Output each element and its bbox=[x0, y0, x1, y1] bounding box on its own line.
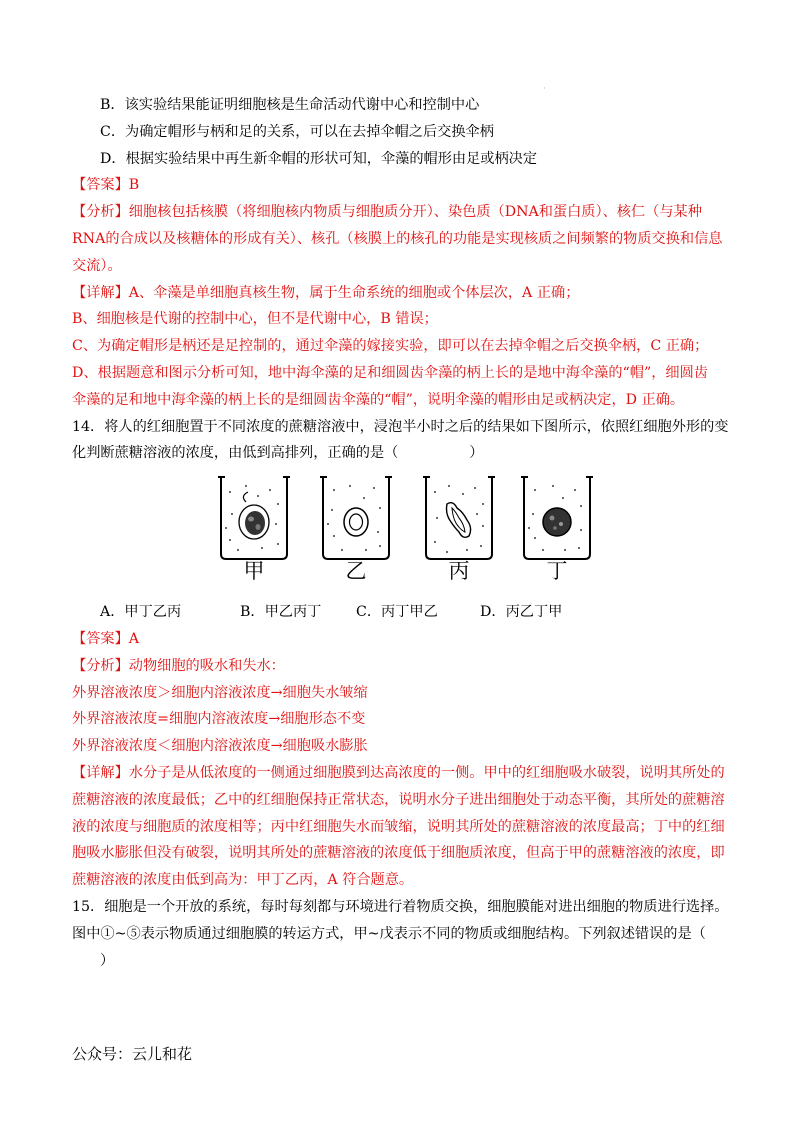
q15-stem: ） bbox=[100, 952, 115, 969]
label-jia: 甲 bbox=[243, 559, 265, 584]
q14-option-d: D．丙乙丁甲 bbox=[480, 604, 563, 621]
q14-stem: 14．将人的红细胞置于不同浓度的蔗糖溶液中，浸泡半小时之后的结果如下图所示，依照红细胞外形的变 bbox=[72, 418, 729, 435]
q13-detail-line: 【详解】A、伞藻是单细胞真核生物，属于生命系统的细胞或个体层次，A 正确； bbox=[72, 284, 580, 301]
q14-option-c: C．丙丁甲乙 bbox=[356, 604, 438, 621]
q13-option-c: C．为确定帽形与柄和足的关系，可以在去掉伞帽之后交换伞柄 bbox=[100, 123, 494, 140]
q13-detail-line: 伞藻的足和地中海伞藻的柄上长的是细圆齿伞藻的“帽”，说明伞藻的帽形由足或柄决定，D 正确。 bbox=[72, 391, 685, 408]
q14-options bbox=[72, 599, 732, 626]
q14-detail-line: 蔗糖溶液的浓度由低到高为：甲丁乙丙，A 符合题意。 bbox=[72, 872, 414, 889]
q13-detail-line: C、为确定帽形是柄还是足控制的，通过伞藻的嫁接实验，即可以在去掉伞帽之后交换伞柄，C 正确； bbox=[72, 338, 709, 355]
q13-analysis-line: 【分析】细胞核包括核膜（将细胞核内物质与细胞质分开）、染色质（DNA和蛋白质）、核仁（与某种 bbox=[72, 204, 702, 221]
footer-wechat: 公众号：云儿和花 bbox=[72, 1045, 193, 1063]
beaker-yi-icon bbox=[320, 474, 392, 562]
label-bing: 丙 bbox=[448, 559, 470, 584]
label-ding: 丁 bbox=[546, 559, 568, 584]
q14-analysis-line: 外界溶液浓度＞细胞内溶液浓度→细胞失水皱缩 bbox=[72, 684, 368, 701]
beaker-yi bbox=[320, 474, 392, 562]
label-yi: 乙 bbox=[345, 559, 367, 584]
q14-detail-line: 蔗糖溶液的浓度最低；乙中的红细胞保持正常状态，说明水分子进出细胞处于动态平衡，其所处的蔗糖溶 bbox=[72, 791, 725, 808]
beaker-ding bbox=[521, 474, 593, 562]
beaker-jia-icon bbox=[218, 474, 290, 562]
beaker-figure bbox=[218, 474, 718, 594]
q13-option-b: B．该实验结果能证明细胞核是生命活动代谢中心和控制中心 bbox=[100, 97, 480, 113]
q14-detail-line: 【详解】水分子是从低浓度的一侧通过细胞膜到达高浓度的一侧。甲中的红细胞吸水破裂，说明其所处的 bbox=[72, 764, 725, 781]
q14-analysis-line: 外界溶液浓度=细胞内溶液浓度→细胞形态不变 bbox=[72, 711, 366, 728]
q15-stem: 15．细胞是一个开放的系统，每时每刻都与环境进行着物质交换，细胞膜能对进出细胞的物质进行选择。 bbox=[72, 898, 729, 915]
q13-detail-line: D、根据题意和图示分析可知，地中海伞藻的足和细圆齿伞藻的柄上长的是地中海伞藻的“帽”，细圆齿 bbox=[72, 364, 708, 381]
beaker-jia bbox=[218, 474, 290, 562]
q14-detail-line: 液的浓度与细胞质的浓度相等；丙中红细胞失水而皱缩，说明其所处的蔗糖溶液的浓度最高；丁中的红细 bbox=[72, 818, 725, 835]
beaker-ding-icon bbox=[521, 474, 593, 562]
q14-option-b: B．甲乙丙丁 bbox=[240, 604, 322, 621]
beaker-bing-icon bbox=[423, 474, 495, 562]
q14-answer: 【答案】A bbox=[72, 630, 139, 647]
q13-option-d: D．根据实验结果中再生新伞帽的形状可知，伞藻的帽形由足或柄决定 bbox=[100, 150, 538, 167]
q15-stem: 图中①~⑤表示物质通过细胞膜的转运方式，甲~戊表示不同的物质或细胞结构。下列叙述错误的是（ bbox=[72, 925, 706, 942]
q13-analysis-line: RNA的合成以及核糖体的形成有关）、核孔（核膜上的核孔的功能是实现核质之间频繁的物质交换和信息 bbox=[72, 230, 723, 247]
q14-detail-line: 胞吸水膨胀但没有破裂，说明其所处的蔗糖溶液的浓度低于细胞质浓度，但高于甲的蔗糖溶液的浓度，即 bbox=[72, 845, 725, 862]
q13-detail-line: B、细胞核是代谢的控制中心，但不是代谢中心，B 错误； bbox=[72, 311, 438, 328]
q14-stem: 化判断蔗糖溶液的浓度，由低到高排列，正确的是（ ） bbox=[72, 445, 484, 462]
q13-answer: 【答案】B bbox=[72, 177, 140, 194]
q13-analysis-line: 交流）。 bbox=[72, 257, 122, 274]
page-content bbox=[72, 92, 732, 974]
beaker-bing bbox=[423, 474, 495, 562]
q14-option-a: A．甲丁乙丙 bbox=[100, 604, 182, 621]
q14-analysis-line: 外界溶液浓度＜细胞内溶液浓度→细胞吸水膨胀 bbox=[72, 738, 368, 755]
q14-analysis-line: 【分析】动物细胞的吸水和失水： bbox=[72, 657, 285, 674]
scan-dot: · bbox=[543, 84, 546, 93]
